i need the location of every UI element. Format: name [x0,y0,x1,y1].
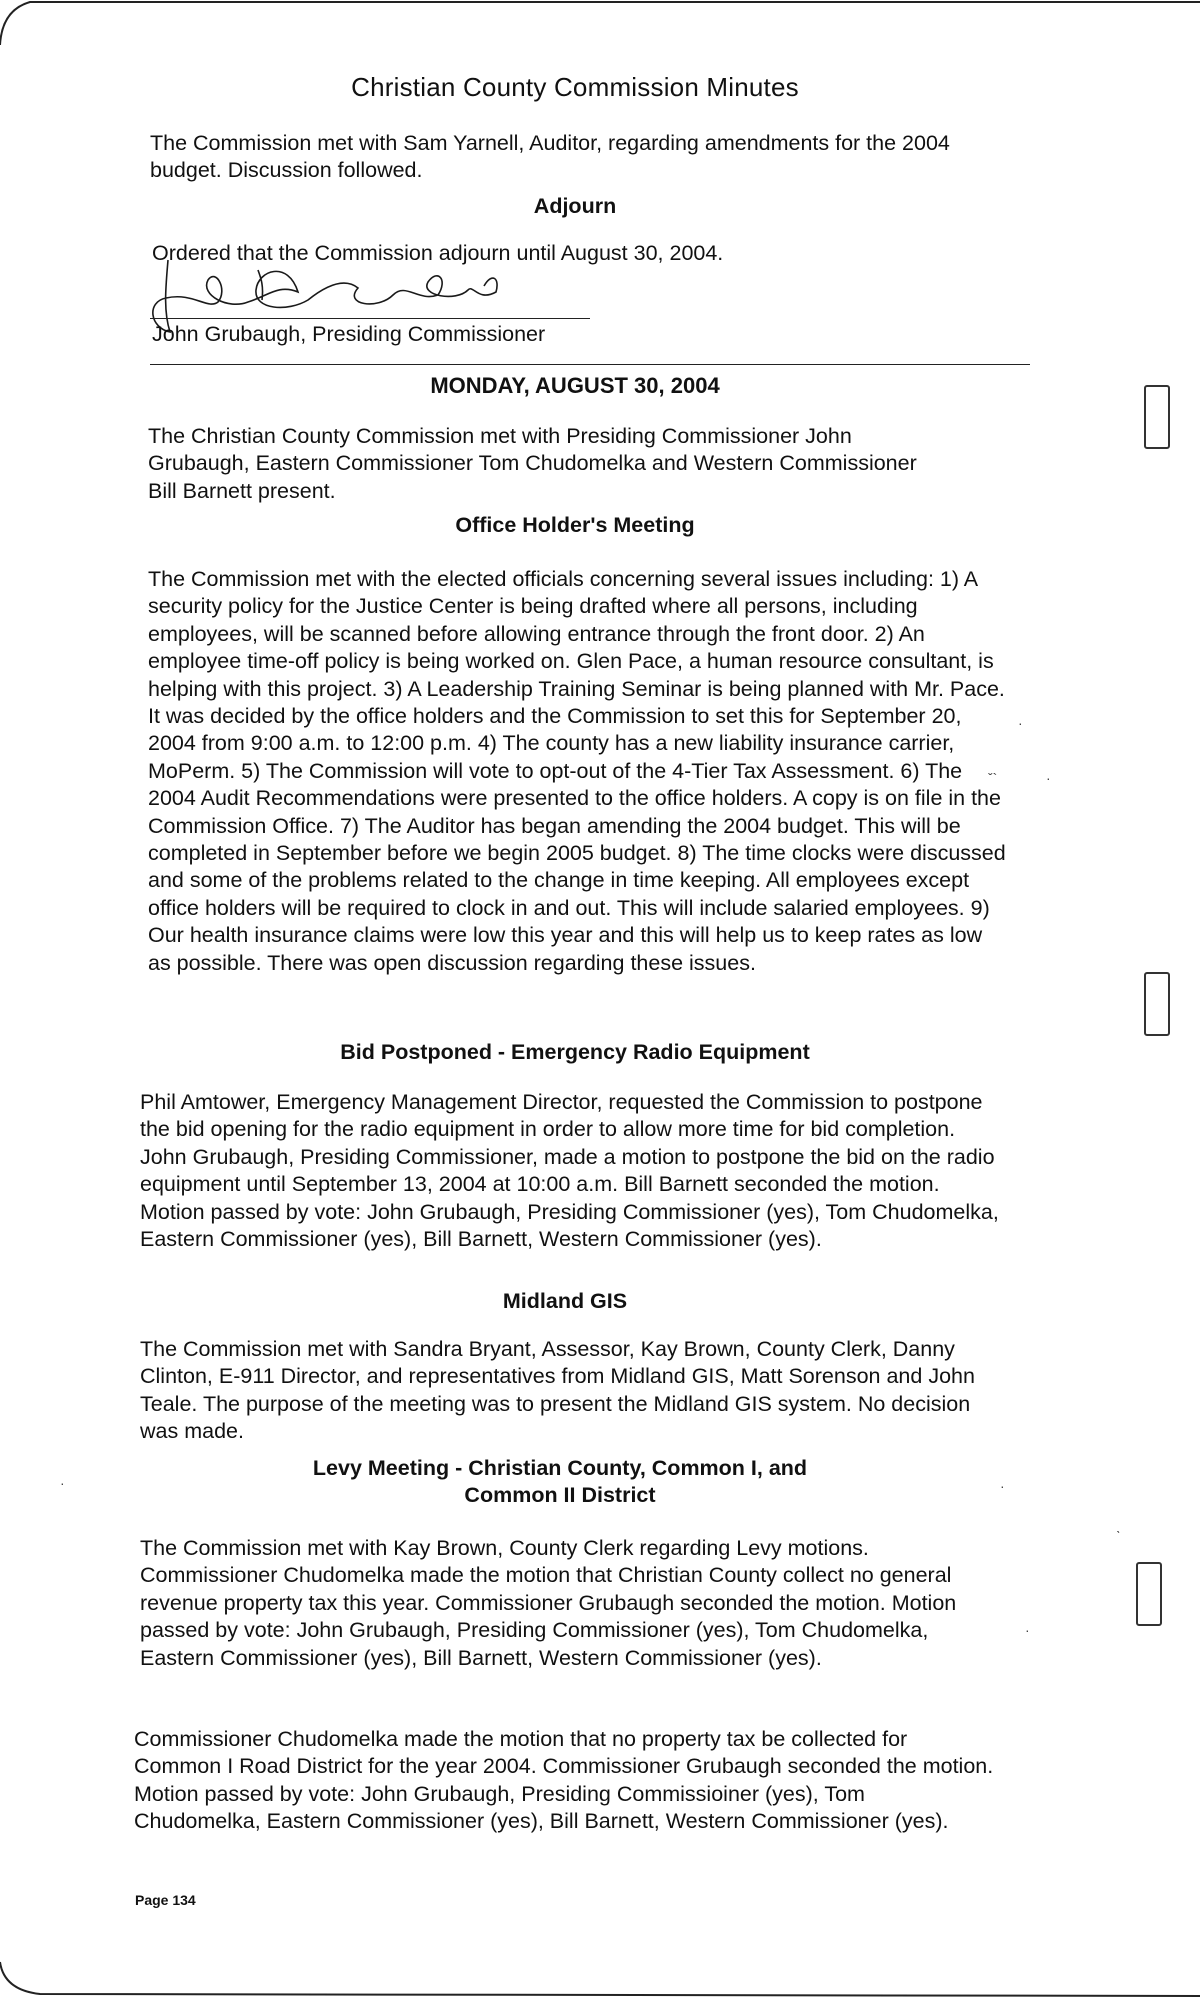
scan-speck: · [1025,1622,1030,1638]
signature-block [150,270,1050,370]
page-edge-top [0,0,1200,60]
levy-heading-line-1: Levy Meeting - Christian County, Common I, and [312,1456,808,1480]
scan-speck: · [1018,715,1023,731]
office-holders-heading: Office Holder's Meeting [455,513,695,537]
scan-speck: ˋ [1116,1528,1121,1544]
margin-box-2 [1144,972,1170,1036]
levy-paragraph-1: The Commission met with Kay Brown, County Clerk regarding Levy motions. Commissioner Chudomelka made the motion that Christian County collect no general revenue property tax this year. Commissioner Grubaugh seconded the motion. Motion passed by vote: John Grubaugh, Presiding Commissioner (yes), Tom Chudomelka, Eastern Commissioner (yes), Bill Barnett, Western Commissioner (yes). [140,1536,957,1670]
scan-speck: · [1046,770,1051,786]
office-holders-paragraph: The Commission met with the elected officials concerning several issues including: 1) A security policy for the Justice Center is being drafted where all persons, including employees, will be scanned before allowing entrance through the front door. 2) An employee time-off policy is being worked on. Glen Pace, a human resource consultant, is helping with this project. 3) A Leadership Training Seminar is being planned with Mr. Pace. It was decided by the office holders and the Commission to set this for September 20, 2004 from 9:00 a.m. to 12:00 p.m. 4) The county has a new liability insurance carrier, MoPerm. 5) The Commission will vote to opt-out of the 4-Tier Tax Assessment. 6) The 2004 Audit Recommendations were presented to the office holders. A copy is on file in the Commission Office. 7) The Auditor has began amending the 2004 budget. This will be completed in September before we begin 2005 budget. 8) The time clocks were discussed and some of the problems related to the change in time keeping. All employees except office holders will be required to clock in and out. This will include salaried employees. 9) Our health insurance claims were low this year and this will help us to keep rates as low as possible. There was open discussion regarding these issues. [148,567,1006,975]
bid-postponed-paragraph: Phil Amtower, Emergency Management Director, requested the Commission to postpone the bid opening for the radio equipment in order to allow more time for bid completion. John Grubaugh, Presiding Commissioner, made a motion to postpone the bid on the radio equipment until September 13, 2004 at 10:00 a.m. Bill Barnett seconded the motion. Motion passed by vote: John Grubaugh, Presiding Commissioner (yes), Tom Chudomelka, Eastern Commissioner (yes), Bill Barnett, Western Commissioner (yes). [140,1090,999,1252]
attendance-paragraph: The Christian County Commission met with Presiding Commissioner John Grubaugh, Eastern Commissioner Tom Chudomelka and Western Commissioner Bill Barnett present. [148,424,917,503]
levy-heading [140,1455,980,1509]
signature-line [150,318,590,319]
page-number: Page 134 [135,1892,196,1908]
date-heading: MONDAY, AUGUST 30, 2004 [430,373,720,398]
intro-paragraph: The Commission met with Sam Yarnell, Auditor, regarding amendments for the 2004 budget. Discussion followed. [150,131,950,183]
section-divider [150,364,1030,365]
document-title: Christian County Commission Minutes [351,72,799,102]
margin-box-3 [1136,1562,1162,1626]
midland-heading: Midland GIS [502,1289,628,1313]
margin-box-1 [1144,385,1170,449]
scan-speck: · [1000,1478,1005,1494]
midland-paragraph: The Commission met with Sandra Bryant, Assessor, Kay Brown, County Clerk, Danny Clinton, E-911 Director, and representatives from Midland GIS, Matt Sorenson and John Teale. The purpose of the meeting was to present the Midland GIS system. No decision was made. [140,1337,975,1444]
levy-paragraph-2: Commissioner Chudomelka made the motion that no property tax be collected for Common I Road District for the year 2004. Commissioner Grubaugh seconded the motion. Motion passed by vote: John Grubaugh, Presiding Commissioiner (yes), Tom Chudomelka, Eastern Commissioner (yes), Bill Barnett, Western Commissioner (yes). [134,1727,994,1834]
page-edge-bottom [0,1960,1200,2000]
levy-heading-line-2: Common II District [464,1483,656,1507]
signature-caption: John Grubaugh, Presiding Commissioner [152,322,546,346]
scan-speck: · [60,1475,65,1491]
bid-postponed-heading: Bid Postponed - Emergency Radio Equipment [340,1040,810,1064]
adjourn-heading: Adjourn [533,194,617,218]
scan-speck: ˇ` [988,770,998,786]
adjourn-paragraph: Ordered that the Commission adjourn until August 30, 2004. [152,241,724,265]
